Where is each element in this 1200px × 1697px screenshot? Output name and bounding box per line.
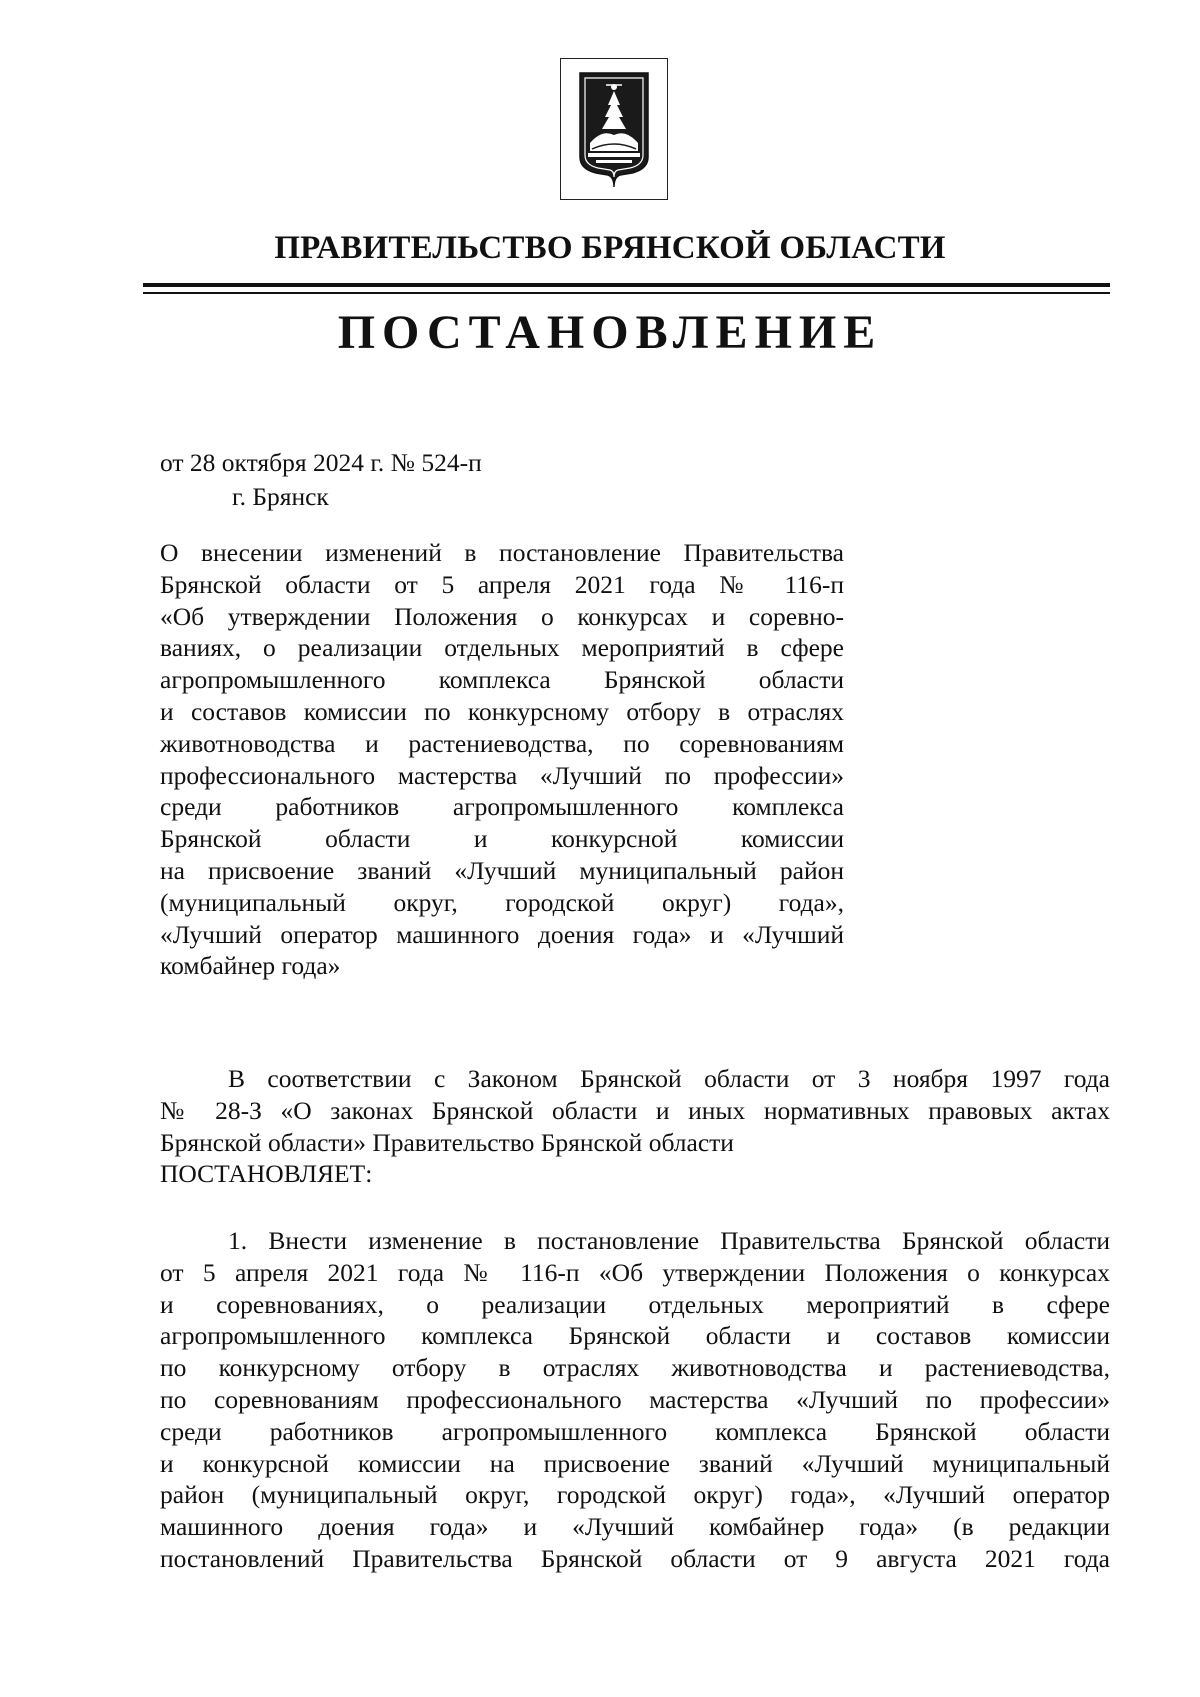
coat-of-arms-emblem — [560, 58, 668, 200]
subject-line: (муниципальный округ, городской округ) года», — [160, 887, 844, 917]
document-type-title: ПОСТАНОВЛЕНИЕ — [337, 306, 883, 359]
organization-name: ПРАВИТЕЛЬСТВО БРЯНСКОЙ ОБЛАСТИ — [274, 230, 946, 266]
item-1-line: и соревнованиях, о реализации отдельных мероприятий в сфере — [160, 1289, 1110, 1319]
document-date-number: от 28 октября 2024 г. № 524-п — [160, 448, 482, 477]
subject-line: и составов комиссии по конкурсному отбору в отраслях — [160, 696, 844, 726]
subject-line: «Об утверждении Положения о конкурсах и соревно- — [160, 601, 844, 631]
document-subject — [160, 537, 844, 982]
item-1-line: от 5 апреля 2021 года № 116-п «Об утверждении Положения о конкурсах — [160, 1257, 1110, 1287]
item-1-line: и конкурсной комиссии на присвоение званий «Лучший муниципальный — [160, 1448, 1110, 1478]
item-1-line: район (муниципальный округ, городской округ) года», «Лучший оператор — [160, 1480, 1110, 1510]
preamble-paragraph — [160, 1063, 1110, 1190]
header-rule-thin — [143, 292, 1110, 294]
item-1-line: машинного доения года» и «Лучший комбайнер года» (в редакции — [160, 1512, 1110, 1542]
item-1-line: постановлений Правительства Брянской области от 9 августа 2021 года — [160, 1543, 1110, 1573]
subject-line: на присвоение званий «Лучший муниципальный район — [160, 855, 844, 885]
subject-line: среди работников агропромышленного комплекса — [160, 792, 844, 822]
item-1-line: среди работников агропромышленного комплекса Брянской области — [160, 1416, 1110, 1446]
item-1-paragraph — [160, 1225, 1110, 1575]
subject-line: «Лучший оператор машинного доения года» и «Лучший — [160, 919, 844, 949]
subject-line: профессионального мастерства «Лучший по профессии» — [160, 760, 844, 790]
preamble-line: Брянской области» Правительство Брянской области — [160, 1127, 734, 1157]
subject-line: Брянской области и конкурсной комиссии — [160, 824, 844, 854]
coat-of-arms-icon — [566, 65, 662, 193]
preamble-line: № 28-З «О законах Брянской области и иных нормативных правовых актах — [160, 1095, 1110, 1125]
subject-line: ваниях, о реализации отдельных мероприятий в сфере — [160, 633, 844, 663]
preamble-line: В соответствии с Законом Брянской области от 3 ноября 1997 года — [228, 1064, 1110, 1093]
item-1-line: по соревнованиям профессионального мастерства «Лучший по профессии» — [160, 1384, 1110, 1414]
item-1-line: агропромышленного комплекса Брянской области и составов комиссии — [160, 1321, 1110, 1351]
item-1-line: 1. Внести изменение в постановление Правительства Брянской области — [228, 1226, 1110, 1255]
document-city: г. Брянск — [232, 482, 329, 511]
subject-line: О внесении изменений в постановление Правительства — [160, 538, 844, 567]
resolves-heading: ПОСТАНОВЛЯЕТ: — [160, 1159, 373, 1189]
subject-line: животноводства и растениеводства, по соревнованиям — [160, 728, 844, 758]
subject-line: агропромышленного комплекса Брянской области — [160, 665, 844, 695]
subject-line: комбайнер года» — [160, 951, 341, 981]
header-rule-thick — [143, 283, 1110, 287]
subject-line: Брянской области от 5 апреля 2021 года № 116-п — [160, 569, 844, 599]
item-1-line: по конкурсному отбору в отраслях животноводства и растениеводства, — [160, 1353, 1110, 1383]
